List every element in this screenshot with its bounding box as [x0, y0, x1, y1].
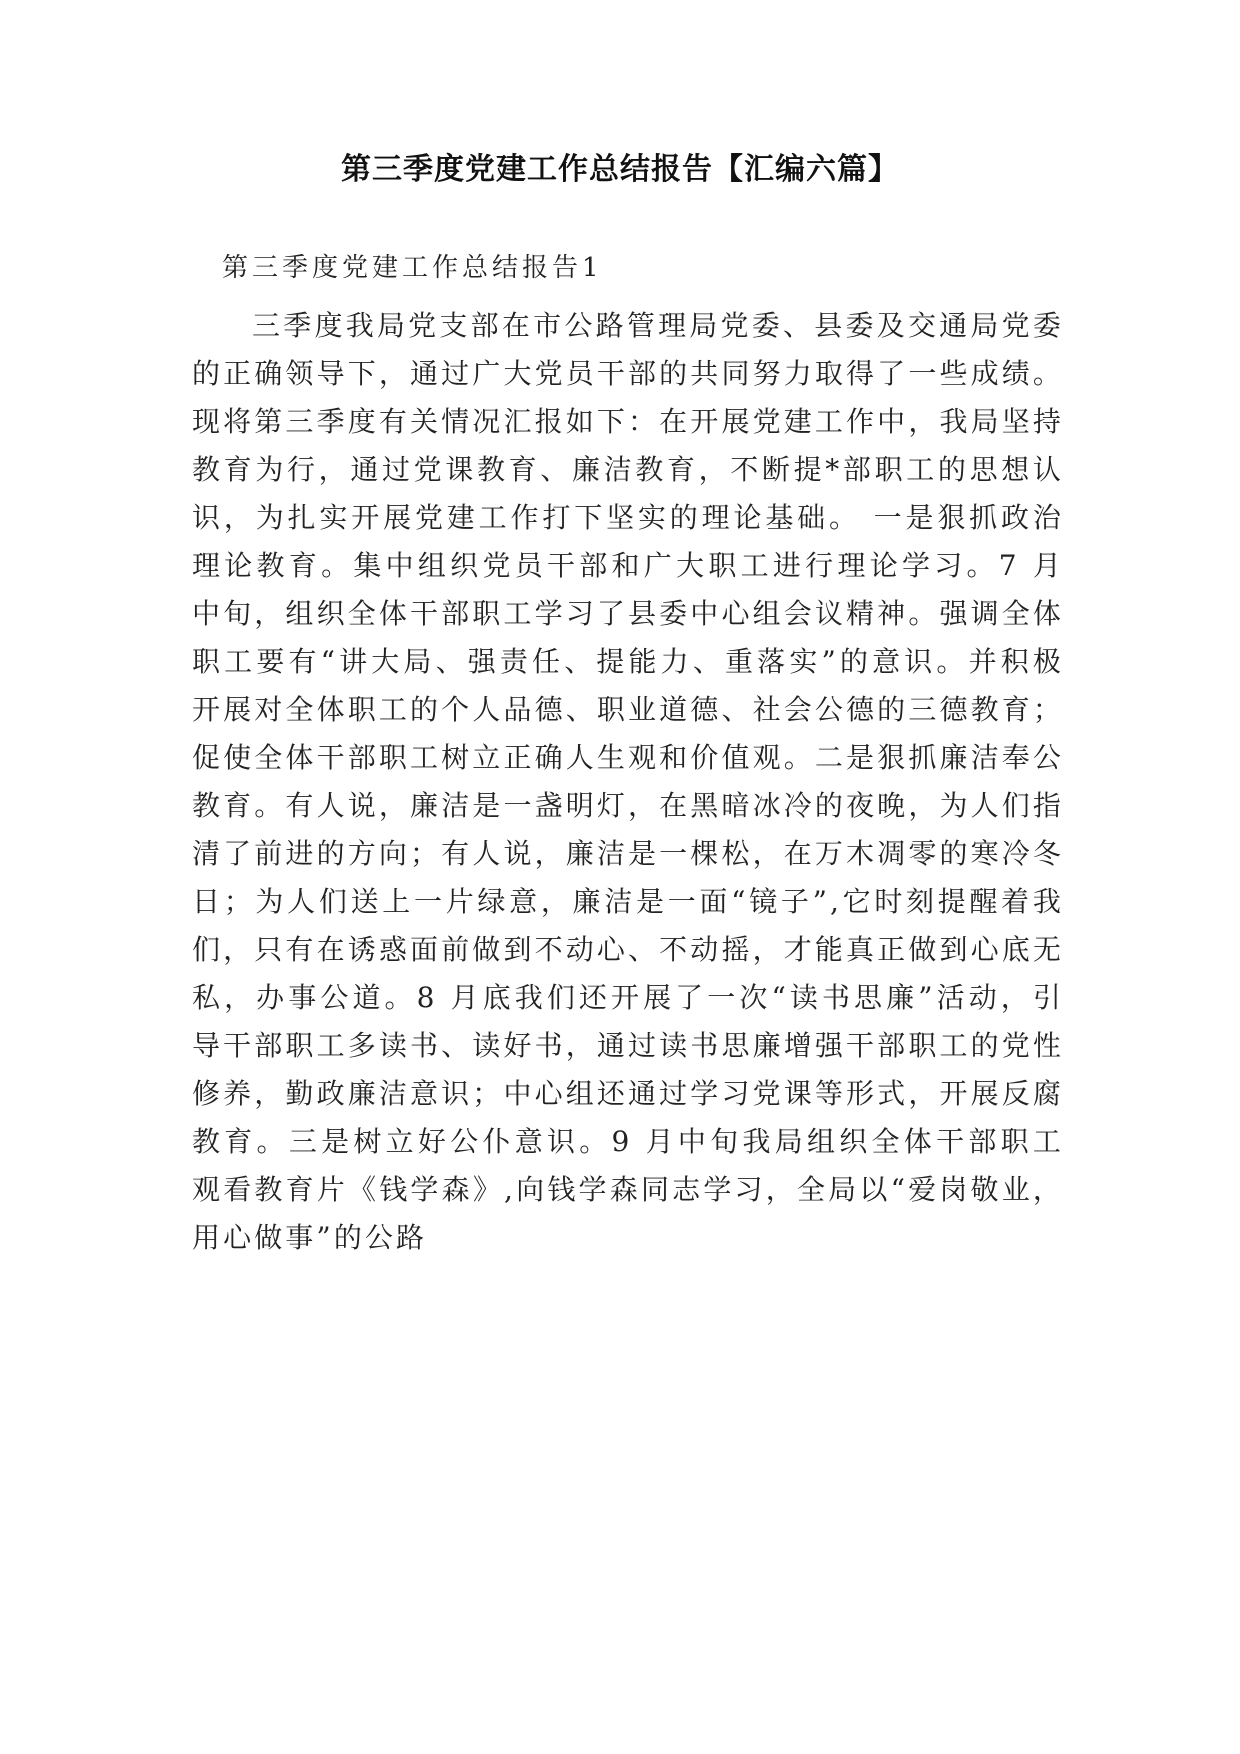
document-title: 第三季度党建工作总结报告【汇编六篇】 [341, 152, 899, 187]
body-paragraph: 三季度我局党支部在市公路管理局党委、县委及交通局党委的正确领导下，通过广大党员干部的共同努力取得了一些成绩。现将第三季度有关情况汇报如下：在开展党建工作中，我局坚持教育为行，通过党课教育、廉洁教育，不断提*部职工的思想认识，为扎实开展党建工作打下坚实的理论基础。 一是狠抓政治理论教育。集中组织党员干部和广大职工进行理论学习。7 月中旬，组织全体干部职工学习了县委中心组会议精神。强调全体职工要有“讲大局、强责任、提能力、重落实”的意识。并积极开展对全体职工的个人品德、职业道德、社会公德的三德教育；促使全体干部职工树立正确人生观和价值观。二是狠抓廉洁奉公教育。有人说，廉洁是一盏明灯，在黑暗冰冷的夜晚，为人们指清了前进的方向；有人说，廉洁是一棵松，在万木凋零的寒冷冬日；为人们送上一片绿意，廉洁是一面“镜子”,它时刻提醒着我们，只有在诱惑面前做到不动心、不动摇，才能真正做到心底无私，办事公道。8 月底我们还开展了一次“读书思廉”活动，引导干部职工多读书、读好书，通过读书思廉增强干部职工的党性修养，勤政廉洁意识；中心组还通过学习党课等形式，开展反腐教育。三是树立好公仆意识。9 月中旬我局组织全体干部职工观看教育片《钱学森》,向钱学森同志学习，全局以“爱岗敬业，用心做事”的公路 [192, 309, 1064, 1254]
section-heading: 第三季度党建工作总结报告1 [222, 253, 603, 283]
